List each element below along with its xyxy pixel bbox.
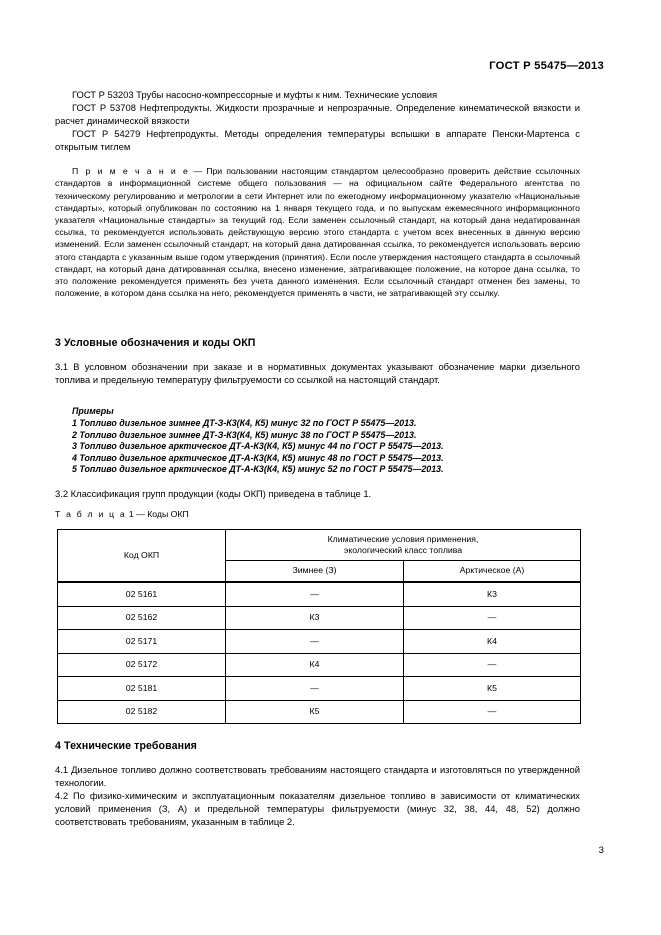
table-caption-word: Т а б л и ц а <box>55 509 127 519</box>
page-number: 3 <box>598 845 604 856</box>
cell-arctic: К4 <box>404 630 581 654</box>
table-1-caption <box>55 509 189 519</box>
cell-winter: — <box>226 630 404 654</box>
cell-code: 02 5161 <box>58 582 226 606</box>
table-header <box>58 530 581 583</box>
cell-winter: К5 <box>226 700 404 724</box>
cell-code: 02 5171 <box>58 630 226 654</box>
header-arctic: Арктическое (А) <box>404 561 581 583</box>
cell-winter: — <box>226 677 404 701</box>
clause-3-2-block <box>55 487 580 500</box>
header-climate-line-1: Климатические условия применения, <box>327 533 479 544</box>
example-item-3: 3 Топливо дизельное арктическое ДТ-А-К3(К4, К5) минус 44 по ГОСТ Р 55475—2013. <box>72 441 444 452</box>
section-4-body <box>55 763 580 828</box>
cell-arctic: — <box>404 653 581 677</box>
cell-winter: К3 <box>226 606 404 630</box>
note-paragraph <box>55 165 580 299</box>
table-row <box>58 677 581 701</box>
reference-item-2: ГОСТ Р 53708 Нефтепродукты. Жидкости прозрачные и непрозрачные. Определение кинематической вязкости и расчет динамической вязкости <box>55 102 580 127</box>
note-label: П р и м е ч а н и е <box>72 166 190 177</box>
examples-block <box>72 406 582 476</box>
table-row <box>58 700 581 724</box>
header-climate-group <box>226 530 581 561</box>
cell-arctic: К5 <box>404 677 581 701</box>
cell-winter: — <box>226 582 404 606</box>
section-4-heading: 4 Технические требования <box>55 740 197 752</box>
clause-4-2-text: 4.2 По физико-химическим и эксплуатационным показателям дизельное топливо в зависимости от климатических условий применения (З, А) и предельной температуры фильтруемости (минус 32, 38, 44, 48, 52) должно соответствовать требованиям, указанным в таблице 2. <box>55 790 580 828</box>
table-row <box>58 653 581 677</box>
reference-item-3: ГОСТ Р 54279 Нефтепродукты. Методы определения температуры вспышки в аппарате Пенски-Мартенса с открытым тиглем <box>55 128 580 153</box>
reference-item-1: ГОСТ Р 53203 Трубы насосно-компрессорные и муфты к ним. Технические условия <box>72 89 438 100</box>
cell-arctic: — <box>404 700 581 724</box>
example-item-1: 1 Топливо дизельное зимнее ДТ-З-К3(К4, К5) минус 32 по ГОСТ Р 55475—2013. <box>72 418 417 429</box>
table-row <box>58 582 581 606</box>
table-body <box>58 582 581 724</box>
examples-title: Примеры <box>72 406 114 416</box>
cell-winter: К4 <box>226 653 404 677</box>
clause-4-1-text: 4.1 Дизельное топливо должно соответствовать требованиям настоящего стандарта и изготовляться по утвержденной технологии. <box>55 764 580 789</box>
example-item-2: 2 Топливо дизельное зимнее ДТ-З-К3(К4, К5) минус 38 по ГОСТ Р 55475—2013. <box>72 429 417 440</box>
header-code-okp: Код ОКП <box>58 530 226 583</box>
clause-3-2-text: 3.2 Классификация групп продукции (коды ОКП) приведена в таблице 1. <box>55 488 372 499</box>
cell-code: 02 5181 <box>58 677 226 701</box>
document-standard-code: ГОСТ Р 55475—2013 <box>489 60 604 72</box>
cell-code: 02 5182 <box>58 700 226 724</box>
note-text: При пользовании настоящим стандартом целесообразно проверить действие ссылочных стандартов в информационной системе общего пользования — на официальном сайте Федерального агентства по техническому регулированию и метрологии в сети Интернет или по ежегодному информационному указателю «Национальные стандарты», который опубликован по состоянию на 1 января текущего года, и по выпускам ежемесячного информационного указателя «Национальные стандарты» за текущий год. Если заменен ссылочный стандарт, на который дана недатированная ссылка, то рекомендуется использовать действующую версию этого стандарта с учетом всех внесенных в данную версию изменений. Если заменен ссылочный стандарт, на который дана датированная ссылка, то рекомендуется использовать версию этого стандарта с указанным выше годом утверждения (принятия). Если после утверждения настоящего стандарта в ссылочный стандарт, на который дана датированная ссылка, внесено изменение, затрагивающее положение, на которое дана ссылка, то это положение рекомендуется применять без учета данного изменения. Если ссылочный стандарт отменен без замены, то положение, в котором дана ссылка на него, рекомендуется применять в части, не затрагивающей эту ссылку. <box>55 166 580 299</box>
cell-code: 02 5162 <box>58 606 226 630</box>
header-climate-line-2: экологический класс топлива <box>343 545 463 555</box>
clause-3-1-block <box>55 360 580 386</box>
example-item-5: 5 Топливо дизельное арктическое ДТ-А-К3(К4, К5) минус 52 по ГОСТ Р 55475—2013. <box>72 464 444 475</box>
cell-arctic: — <box>404 606 581 630</box>
table-caption-rest: 1 — Коды ОКП <box>126 509 189 519</box>
table-header-row-1 <box>58 530 581 561</box>
okp-codes-table <box>57 529 581 724</box>
example-item-4: 4 Топливо дизельное арктическое ДТ-А-К3(К4, К5) минус 48 по ГОСТ Р 55475—2013. <box>72 452 444 463</box>
references-block <box>55 88 580 299</box>
header-winter: Зимнее (З) <box>226 561 404 583</box>
section-3-heading: 3 Условные обозначения и коды ОКП <box>55 337 256 349</box>
cell-code: 02 5172 <box>58 653 226 677</box>
table-row <box>58 606 581 630</box>
cell-arctic: К3 <box>404 582 581 606</box>
note-dash: — <box>189 166 207 177</box>
clause-3-1-text: 3.1 В условном обозначении при заказе и в нормативных документах указывают обозначение марки дизельного топлива и предельную температуру фильтруемости со ссылкой на настоящий стандарт. <box>55 361 580 386</box>
table-row <box>58 630 581 654</box>
